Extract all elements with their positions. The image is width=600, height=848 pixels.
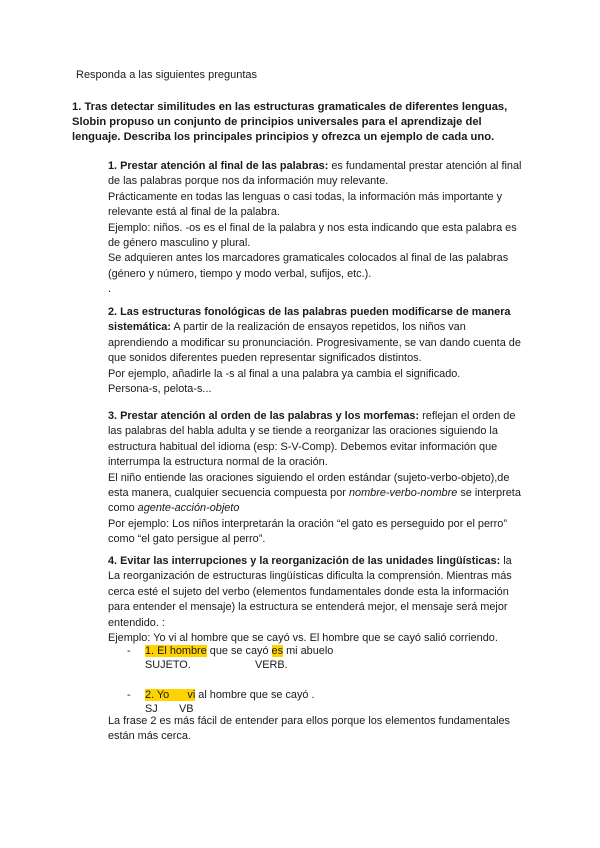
example-2-verb-highlight: vi bbox=[187, 689, 196, 701]
principle-3-line2-cont: se interpreta como bbox=[108, 487, 521, 515]
example-1-subject-highlight: 1. El hombre bbox=[145, 645, 207, 657]
principle-1-line: Se adquieren antes los marcadores gramaticales colocados al final de las palabras (género y número, tiempo y modo verbal, sufijos, etc.). bbox=[108, 252, 509, 280]
conclusion bbox=[108, 714, 528, 745]
principle-3-line2: El niño entiende las oraciones siguiendo el orden estándar (sujeto-verbo-objeto),de esta manera, cualquier secuencia compuesta por bbox=[108, 471, 510, 500]
principle-3-title: 3. Prestar atención al orden de las palabras y los morfemas: bbox=[108, 410, 420, 422]
example-2-subject-highlight: 2. Yo bbox=[145, 689, 170, 701]
principle-3-italic-2: agente-acción-objeto bbox=[137, 502, 240, 515]
question-heading: 1. Tras detectar similitudes en las estructuras gramaticales de diferentes lenguas, Slobin propuso un conjunto de principios universales para el aprendizaje del lenguaje. Describa los principales principios y ofrezca un ejemplo de cada uno. bbox=[72, 101, 508, 143]
example-1-sentence bbox=[145, 644, 333, 658]
principle-2-line: Persona-s, pelota-s... bbox=[108, 383, 212, 396]
principle-3-italic-1: nombre-verbo-nombre bbox=[348, 487, 458, 500]
example-1-dash: - bbox=[127, 645, 131, 657]
example-2-sentence bbox=[145, 688, 315, 702]
principle-4 bbox=[108, 554, 528, 646]
example-2-label-verb: VB bbox=[179, 703, 194, 715]
principle-1-line: Ejemplo: niños. -os es el final de la palabra y nos esta indicando que esta palabra es de género masculino y plural. bbox=[108, 221, 517, 250]
principle-3-line3: Por ejemplo: Los niños interpretarán la oración “el gato es perseguido por el perro” como “el gato persigue al perro”. bbox=[108, 517, 507, 546]
principle-2-line: Por ejemplo, añadirle la -s al final a una palabra ya cambia el significado. bbox=[108, 367, 461, 380]
example-1-label-verb: VERB. bbox=[255, 659, 288, 671]
example-2-label-subject: SJ bbox=[145, 703, 158, 715]
principle-2-title: 2. Las estructuras fonológicas de las palabras pueden modificarse de manera sistemática: bbox=[108, 306, 511, 334]
example-1-label-subject: SUJETO. bbox=[145, 659, 191, 671]
principle-2-lead: A partir de la realización de ensayos repetidos, los niños van aprendiendo a modificar su pronunciación. Progresivamente, se van dando cuenta de que sonidos diferentes pueden representar significados distintos. bbox=[108, 321, 521, 365]
example-2-gap bbox=[169, 689, 187, 701]
example-2-end: al hombre que se cayó . bbox=[195, 689, 315, 701]
principle-1-lead: es fundamental prestar atención al final de las palabras porque nos da información muy relevante. bbox=[108, 160, 522, 188]
principle-4-lead: la bbox=[500, 555, 512, 567]
principle-3 bbox=[108, 409, 528, 548]
example-1-middle: que se cayó bbox=[206, 645, 272, 657]
principle-4-line: Ejemplo: Yo vi al hombre que se cayó vs. El hombre que se cayó salió corriendo. bbox=[108, 632, 498, 645]
principle-1-title: 1. Prestar atención al final de las palabras: bbox=[108, 160, 329, 172]
principle-3-lead: reflejan el orden de las palabras del habla adulta y se tiende a reorganizar las oraciones siguiendo la estructura habitual del idioma (esp: S-V-Comp). Debemos evitar información que interrumpa la estructura normal de la oración. bbox=[108, 410, 516, 469]
principle-1-line: Prácticamente en todas las lenguas o casi todas, la información más importante y relevante está al final de la palabra. bbox=[108, 190, 503, 219]
example-2-dash: - bbox=[127, 689, 131, 701]
example-1-verb-highlight: es bbox=[271, 645, 284, 657]
example-1-end: mi abuelo bbox=[283, 645, 334, 657]
intro-text: Responda a las siguientes preguntas bbox=[76, 69, 258, 81]
principle-2 bbox=[108, 305, 528, 397]
principle-1-line: . bbox=[108, 283, 112, 296]
principle-4-title: 4. Evitar las interrupciones y la reorganización de las unidades lingüísticas: bbox=[108, 555, 501, 567]
principle-4-line: La reorganización de estructuras lingüísticas dificulta la comprensión. Mientras más cerca esté el sujeto del verbo (elementos fundamentales donde esta la información para entender el mensaje) la estructura se entenderá mejor, el mensaje será mejor entendido. : bbox=[108, 570, 512, 629]
conclusion-text: La frase 2 es más fácil de entender para ellos porque los elementos fundamentales están más cerca. bbox=[108, 715, 510, 743]
principle-1 bbox=[108, 159, 528, 298]
